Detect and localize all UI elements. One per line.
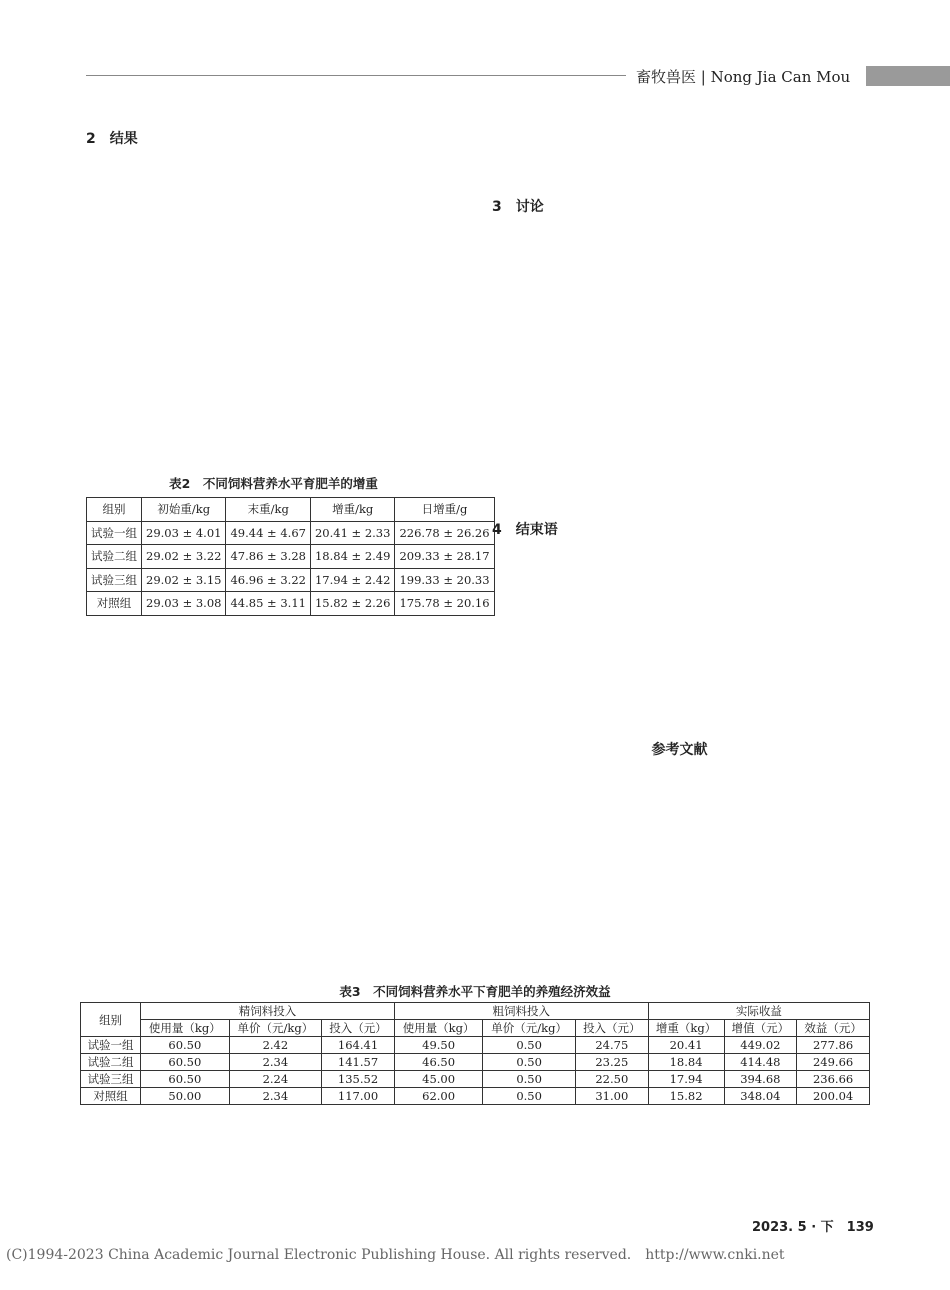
section-discussion-title: 3 讨论 [492, 199, 544, 215]
right-text-placeholder-1 [492, 128, 867, 196]
table3-sub-header: 使用量（kg） [141, 1020, 229, 1037]
table2-header: 末重/kg [226, 498, 310, 522]
table3-sub-header-row [81, 1020, 870, 1037]
table-cell: 226.78 ± 26.26 [395, 521, 494, 545]
table-cell: 348.04 [724, 1088, 797, 1105]
table3-caption: 表3 不同饲料营养水平下育肥羊的养殖经济效益 [339, 984, 611, 999]
table-row [81, 1054, 870, 1071]
table-cell: 277.86 [797, 1037, 870, 1054]
table3-block [80, 980, 870, 1105]
table3-sub-header: 使用量（kg） [394, 1020, 482, 1037]
table-cell: 141.57 [322, 1054, 395, 1071]
table-cell: 15.82 [648, 1088, 724, 1105]
table-cell: 449.02 [724, 1037, 797, 1054]
page-number: 2023. 5 · 下 139 [752, 1220, 874, 1235]
table-cell: 62.00 [394, 1088, 482, 1105]
table-cell: 17.94 [648, 1071, 724, 1088]
table3 [80, 1002, 870, 1105]
table-cell: 0.50 [483, 1088, 576, 1105]
table-row [87, 592, 495, 616]
table2-header: 组别 [87, 498, 142, 522]
references-placeholder [492, 770, 867, 970]
table-row [81, 1088, 870, 1105]
table-cell: 2.42 [229, 1037, 322, 1054]
table-cell: 0.50 [483, 1071, 576, 1088]
table-cell: 60.50 [141, 1054, 229, 1071]
table-cell: 试验一组 [87, 521, 142, 545]
table-cell: 试验二组 [81, 1054, 141, 1071]
table-cell: 对照组 [81, 1088, 141, 1105]
table-cell: 199.33 ± 20.33 [395, 568, 494, 592]
section-results-title: 2 结果 [86, 131, 138, 147]
table-cell: 209.33 ± 28.17 [395, 545, 494, 569]
table-row [87, 521, 495, 545]
table-cell: 18.84 ± 2.49 [310, 545, 394, 569]
table-cell: 249.66 [797, 1054, 870, 1071]
table3-top-header: 精饲料投入 [141, 1003, 395, 1020]
table-cell: 对照组 [87, 592, 142, 616]
table-cell: 2.24 [229, 1071, 322, 1088]
table3-top-header: 实际收益 [648, 1003, 869, 1020]
table3-sub-header: 增重（kg） [648, 1020, 724, 1037]
table-row [87, 568, 495, 592]
table2-caption: 表2 不同饲料营养水平育肥羊的增重 [169, 475, 378, 491]
table-cell: 试验三组 [87, 568, 142, 592]
table-cell: 49.44 ± 4.67 [226, 521, 310, 545]
table2-header: 初始重/kg [142, 498, 226, 522]
table-cell: 135.52 [322, 1071, 395, 1088]
table-cell: 50.00 [141, 1088, 229, 1105]
table-cell: 60.50 [141, 1037, 229, 1054]
table-cell: 23.25 [575, 1054, 648, 1071]
table-cell: 试验二组 [87, 545, 142, 569]
table-cell: 试验三组 [81, 1071, 141, 1088]
table-cell: 29.03 ± 3.08 [142, 592, 226, 616]
header-gray-block [866, 66, 950, 86]
journal-brand: 畜牧兽医 | Nong Jia Can Mou [636, 68, 851, 86]
table-cell: 20.41 ± 2.33 [310, 521, 394, 545]
table3-sub-header: 投入（元） [322, 1020, 395, 1037]
table3-sub-header: 效益（元） [797, 1020, 870, 1037]
table-cell: 117.00 [322, 1088, 395, 1105]
table3-group-header: 组别 [81, 1003, 141, 1037]
table-cell: 236.66 [797, 1071, 870, 1088]
right-column [492, 128, 867, 970]
table-cell: 18.84 [648, 1054, 724, 1071]
table-cell: 47.86 ± 3.28 [226, 545, 310, 569]
table-cell: 17.94 ± 2.42 [310, 568, 394, 592]
table-cell: 2.34 [229, 1088, 322, 1105]
table-cell: 175.78 ± 20.16 [395, 592, 494, 616]
table-cell: 31.00 [575, 1088, 648, 1105]
table-cell: 414.48 [724, 1054, 797, 1071]
table3-top-header: 粗饲料投入 [394, 1003, 648, 1020]
table-cell: 46.50 [394, 1054, 482, 1071]
left-text-placeholder [86, 151, 461, 471]
header-rule [86, 75, 626, 76]
table-cell: 44.85 ± 3.11 [226, 592, 310, 616]
table-cell: 15.82 ± 2.26 [310, 592, 394, 616]
references-title: 参考文献 [651, 742, 708, 758]
table2-header: 增重/kg [310, 498, 394, 522]
table2-header-row [87, 498, 495, 522]
table-cell: 24.75 [575, 1037, 648, 1054]
table-cell: 22.50 [575, 1071, 648, 1088]
table2-header: 日增重/g [395, 498, 494, 522]
table-cell: 20.41 [648, 1037, 724, 1054]
table-cell: 29.02 ± 3.15 [142, 568, 226, 592]
table-row [81, 1071, 870, 1088]
table-cell: 0.50 [483, 1054, 576, 1071]
right-text-placeholder-3 [492, 541, 867, 721]
table3-sub-header: 单价（元/kg） [229, 1020, 322, 1037]
table2 [86, 497, 495, 616]
table3-sub-header: 单价（元/kg） [483, 1020, 576, 1037]
table-cell: 46.96 ± 3.22 [226, 568, 310, 592]
running-header [0, 66, 950, 86]
table3-sub-header: 投入（元） [575, 1020, 648, 1037]
table-cell: 49.50 [394, 1037, 482, 1054]
table3-sub-header: 增值（元） [724, 1020, 797, 1037]
table-cell: 2.34 [229, 1054, 322, 1071]
table-cell: 164.41 [322, 1037, 395, 1054]
table-cell: 200.04 [797, 1088, 870, 1105]
table-row [87, 545, 495, 569]
table-row [81, 1037, 870, 1054]
table-cell: 45.00 [394, 1071, 482, 1088]
table-cell: 29.03 ± 4.01 [142, 521, 226, 545]
left-column [86, 128, 490, 616]
section-conclusion-title: 4 结束语 [492, 521, 558, 538]
table-cell: 29.02 ± 3.22 [142, 545, 226, 569]
right-text-placeholder-2 [492, 219, 867, 519]
table-cell: 0.50 [483, 1037, 576, 1054]
table3-top-header-row [81, 1003, 870, 1020]
table-cell: 394.68 [724, 1071, 797, 1088]
table-cell: 60.50 [141, 1071, 229, 1088]
table-cell: 试验一组 [81, 1037, 141, 1054]
copyright-notice: (C)1994-2023 China Academic Journal Electronic Publishing House. All rights reserved. http://www.cnki.net [6, 1247, 785, 1263]
